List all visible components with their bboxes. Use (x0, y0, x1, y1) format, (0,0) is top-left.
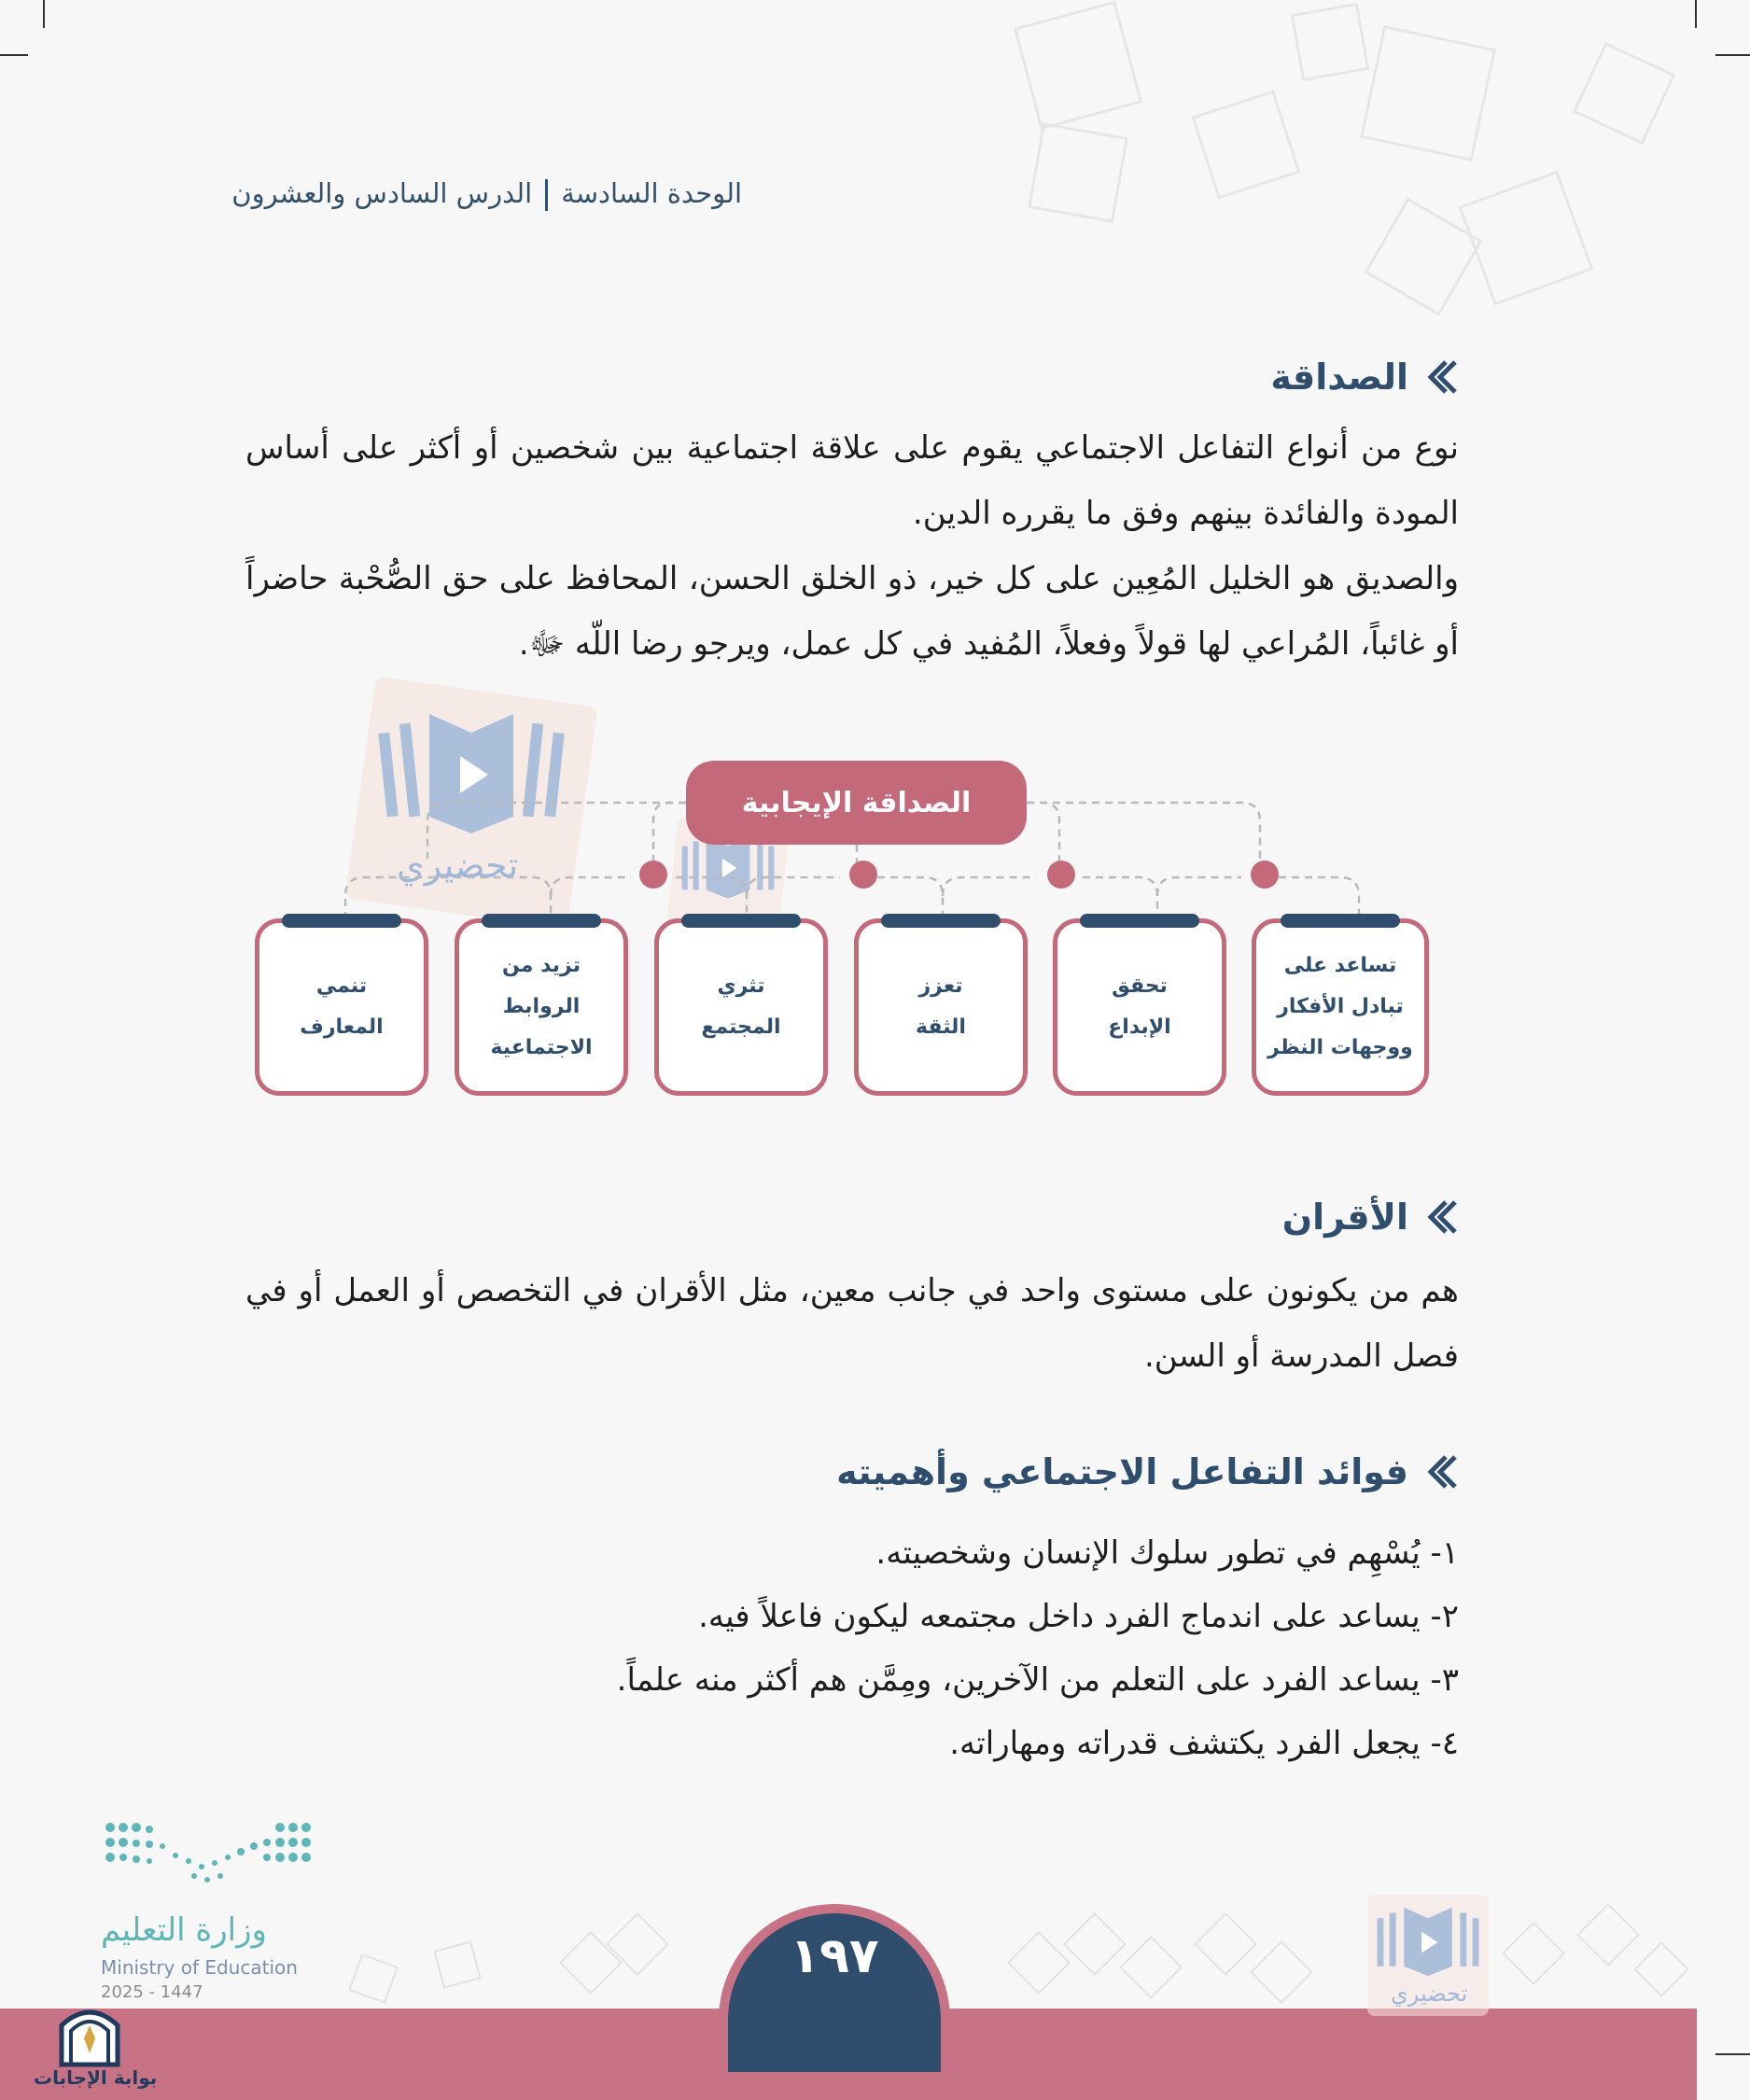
list-item: ١- يُسْهِم في تطور سلوك الإنسان وشخصيته. (875, 1534, 1459, 1572)
section-title-peers (1282, 1197, 1459, 1238)
double-chevron-icon (1421, 1197, 1459, 1238)
friendship-definition: نوع من أنواع التفاعل الاجتماعي يقوم على علاقة اجتماعية بين شخصين أو أكثر على أساس المودة والفائدة بينهم وفق ما يقرره الدين. (245, 429, 1459, 532)
box-top-bar (881, 914, 1001, 928)
section-title-benefits (836, 1451, 1459, 1492)
edition-year: 2025 - 1447 (101, 1982, 203, 2002)
peers-title: الأقران (1281, 1197, 1408, 1238)
friend-description: والصديق هو الخليل المُعِين على كل خير، ذو الخلق الحسن، المحافظ على حق الصُّحْبة حاضراً أو غائباً، المُراعي لها قولاً وفعلاً، المُفيد في كل عمل، ويرجو رضا اللّه ﷻ. (245, 560, 1459, 663)
diagram-title: الصداقة الإيجابية (686, 761, 1027, 845)
friendship-title: الصداقة (1270, 357, 1408, 398)
peers-definition: هم من يكونون على مستوى واحد في جانب معين، مثل الأقران في التخصص أو العمل أو في فصل المدرسة أو السن. (245, 1272, 1459, 1375)
diagram-box (1053, 918, 1226, 1096)
connector-dot (1047, 861, 1075, 889)
connector-dot (849, 861, 877, 889)
diagram-box (255, 918, 428, 1096)
ministry-logo-dots (101, 1818, 315, 1893)
box-top-bar (282, 914, 401, 928)
diagram-box (1252, 918, 1429, 1096)
watermark-book-icon-footer (1374, 1902, 1482, 1982)
double-chevron-icon (1421, 1451, 1459, 1492)
benefits-title: فوائد التفاعل الاجتماعي وأهميته (836, 1451, 1408, 1492)
diagram-box (455, 918, 628, 1096)
box-top-bar (681, 914, 801, 928)
diagram-box (654, 918, 828, 1096)
page-number: ١٩٧ (790, 1928, 879, 1984)
portal-logo-icon (54, 1997, 125, 2068)
ministry-name-en: Ministry of Education (101, 1956, 298, 1979)
diagram-box (854, 918, 1028, 1096)
portal-name: بوابة الإجابات (34, 2066, 158, 2089)
box-top-bar (482, 914, 601, 928)
peers-text (245, 1258, 1459, 1389)
list-item: ٤- يجعل الفرد يكتشف قدراته ومهاراته. (949, 1725, 1459, 1762)
connector-dot (639, 861, 667, 889)
benefits-list (245, 1521, 1459, 1775)
ministry-name-ar: وزارة التعليم (101, 1911, 267, 1949)
lesson-label: الدرس السادس والعشرون (231, 177, 533, 209)
connector-dot (1251, 861, 1279, 889)
box-top-bar (1281, 914, 1400, 928)
box-text: تساعد على تبادل الأفكار ووجهات النظر (1267, 954, 1413, 1059)
box-text: تعزز الثقة (916, 974, 966, 1039)
list-item: ٢- يساعد على اندماج الفرد داخل مجتمعه ليكون فاعلاً فيه. (698, 1598, 1459, 1635)
box-text: تنمي المعارف (300, 974, 384, 1039)
list-item: ٣- يساعد الفرد على التعلم من الآخرين، ومِمَّن هم أكثر منه علماً. (616, 1661, 1459, 1699)
box-text: تثري المجتمع (701, 974, 781, 1039)
box-text: تزيد من الروابط الاجتماعية (490, 954, 593, 1059)
box-text: تحقق الإبداع (1108, 974, 1171, 1039)
watermark-text: تحضيري (397, 845, 519, 886)
watermark-text-footer: تحضيري (1391, 1981, 1468, 2007)
box-top-bar (1080, 914, 1199, 928)
unit-label: الوحدة السادسة (561, 177, 742, 209)
